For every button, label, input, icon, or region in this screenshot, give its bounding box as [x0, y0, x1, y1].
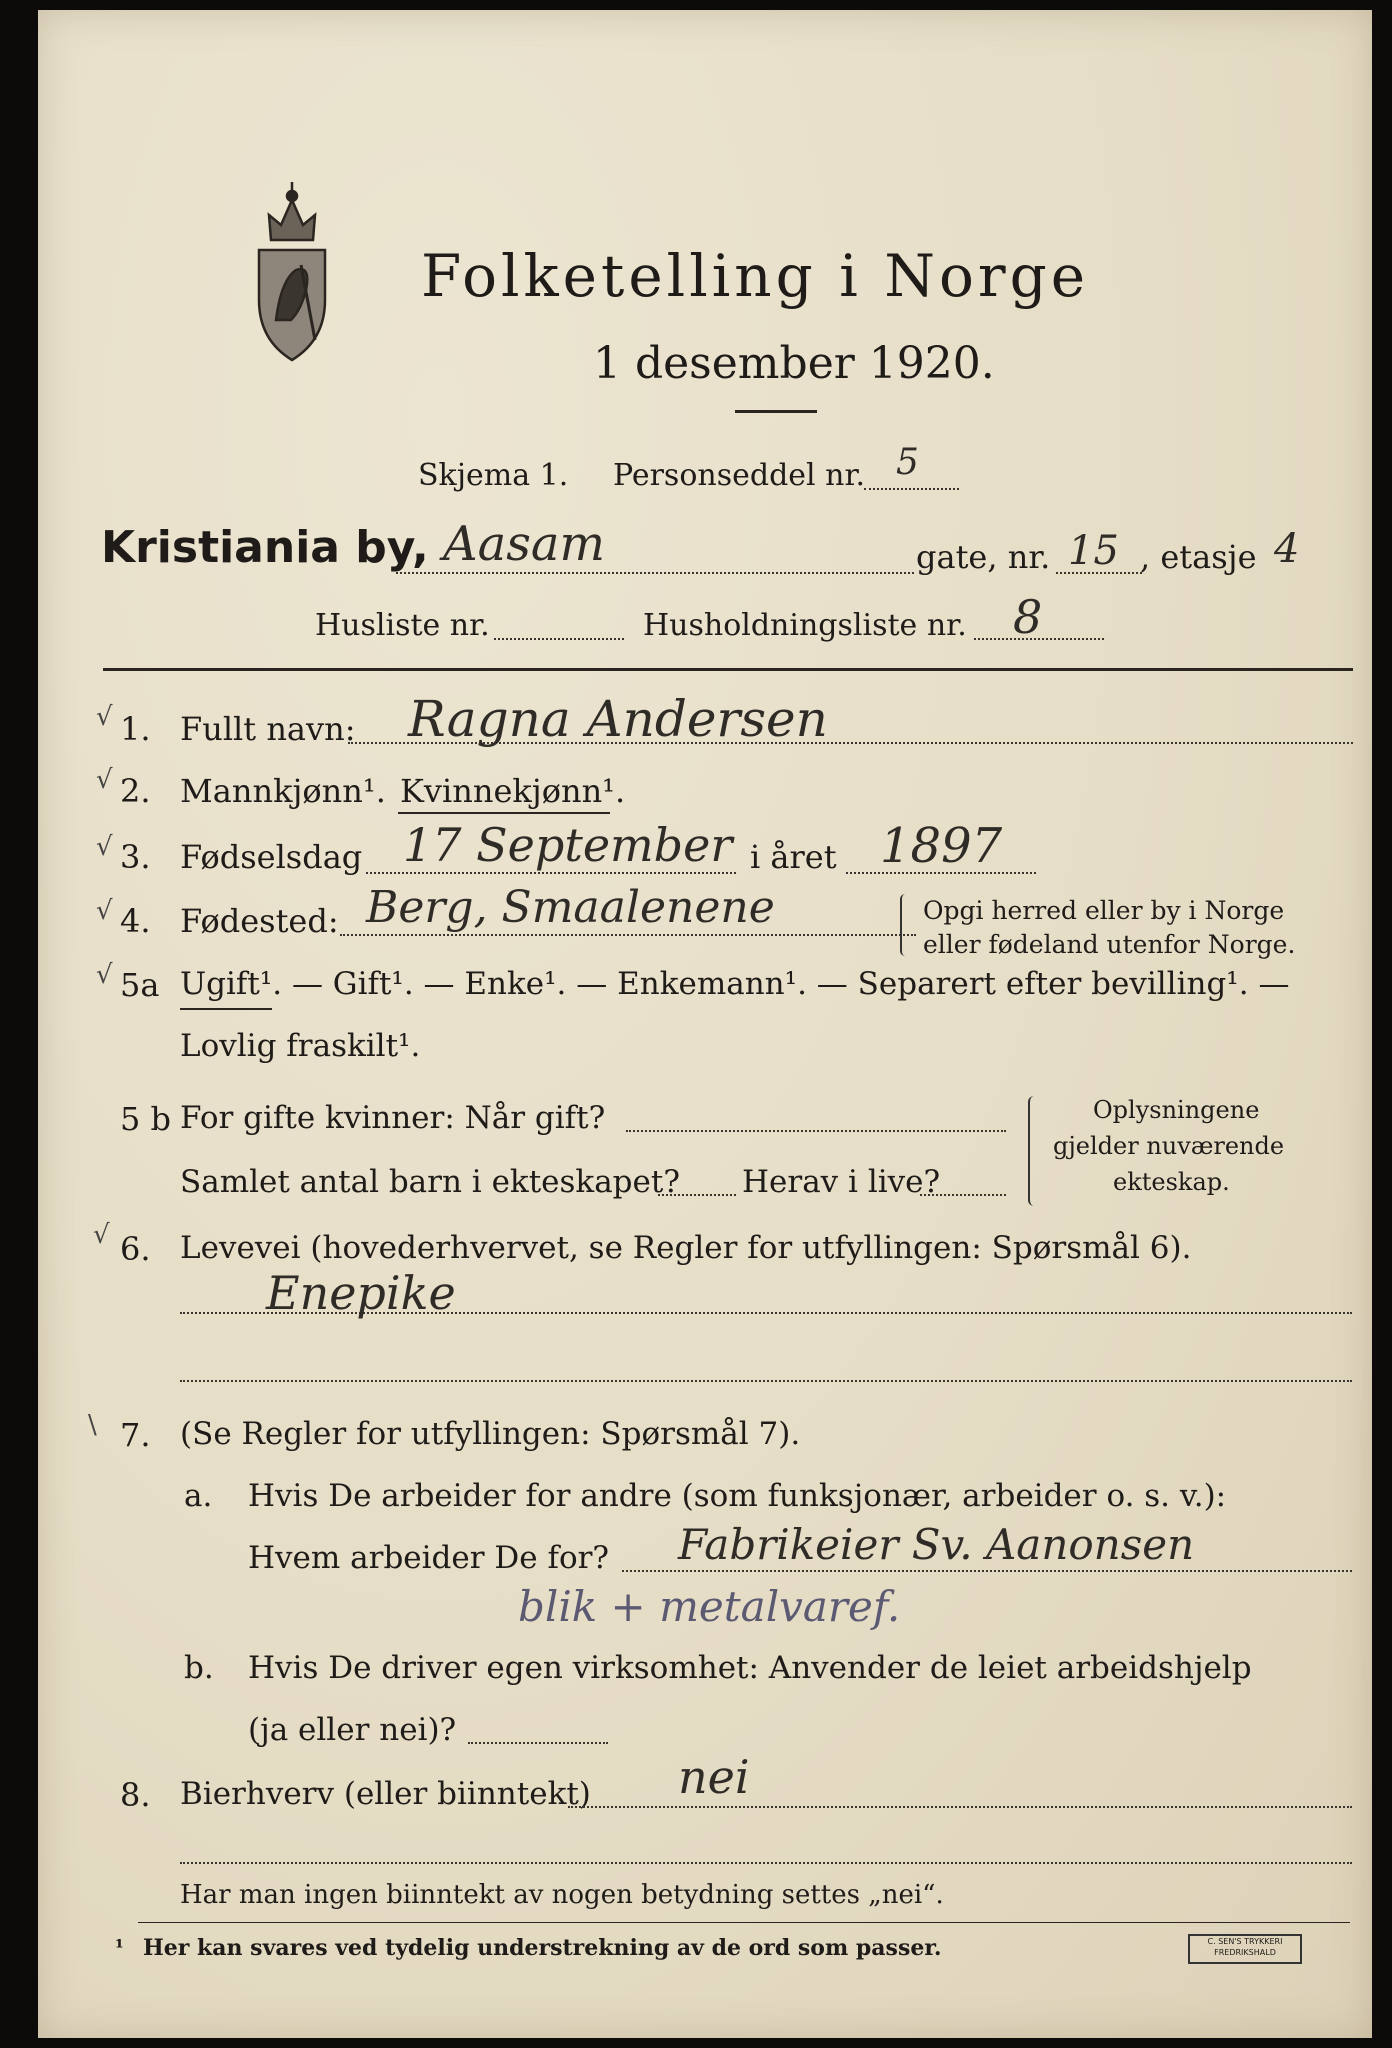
q3-line	[366, 872, 736, 874]
husliste-line	[494, 638, 624, 640]
q5b-note-line1: Oplysningene	[1093, 1096, 1260, 1124]
census-date: 1 desember 1920.	[593, 338, 995, 389]
q1-value: Ragna Andersen	[408, 690, 828, 748]
q7-label: (Se Regler for utfyllingen: Spørsmål 7).	[180, 1416, 801, 1452]
husholdning-value: 8	[1013, 590, 1043, 644]
footnote-divider	[138, 1922, 1350, 1923]
footnote-mark: ¹	[115, 1935, 124, 1959]
city-label: Kristiania by,	[101, 522, 429, 573]
check-mark-icon: √	[96, 832, 113, 862]
q7b-line1: Hvis De driver egen virksomhet: Anvender de leiet arbeidshjelp	[248, 1650, 1252, 1686]
check-mark-icon: √	[96, 960, 113, 990]
q5a-options-cont: Lovlig fraskilt¹.	[180, 1028, 421, 1064]
q6-line2	[180, 1380, 1352, 1382]
q7a-line1: Hvis De arbeider for andre (som funksjonær, arbeider o. s. v.):	[248, 1478, 1227, 1514]
q4-line	[340, 934, 916, 936]
q3-number: 3.	[120, 838, 151, 876]
q7-number: 7.	[120, 1416, 151, 1454]
husholdning-label: Husholdningsliste nr.	[643, 608, 967, 643]
biinntekt-note: Har man ingen biinntekt av nogen betydning settes „nei“.	[180, 1880, 944, 1910]
q5b-married-line	[626, 1130, 1006, 1132]
q8-label: Bierhverv (eller biinntekt)	[180, 1776, 591, 1812]
printer-city: FREDRIKSHALD	[1214, 1948, 1276, 1957]
personseddel-label: Personseddel nr.	[613, 458, 866, 493]
check-mark-icon: \	[88, 1410, 97, 1440]
q5a-options: Ugift¹. — Gift¹. — Enke¹. — Enkemann¹. — Separert efter bevilling¹. —	[180, 966, 1290, 1002]
schema-label: Skjema 1.	[418, 458, 569, 493]
q3-year-value: 1897	[880, 818, 1003, 874]
q6-value: Enepike	[266, 1266, 456, 1320]
street-line	[396, 572, 914, 574]
printer-stamp	[1188, 1934, 1302, 1964]
q4-value: Berg, Smaalenene	[366, 882, 775, 933]
q4-note-brace	[900, 894, 910, 956]
gate-label: gate, nr.	[916, 538, 1051, 576]
q7b-letter: b.	[184, 1650, 214, 1686]
form-title: Folketelling i Norge	[421, 242, 1090, 310]
q1-label: Fullt navn:	[180, 710, 356, 748]
q5b-line1: For gifte kvinner: Når gift?	[180, 1100, 606, 1136]
q5b-note-brace	[1028, 1096, 1040, 1206]
q8-line	[568, 1806, 1352, 1808]
house-number-value: 15	[1068, 528, 1119, 574]
q2-male-option: Mannkjønn¹.	[180, 772, 386, 810]
q7b-answer-line	[468, 1742, 608, 1744]
husliste-label: Husliste nr.	[315, 608, 490, 643]
q7b-line2: (ja eller nei)?	[248, 1712, 457, 1748]
printer-name: C. SEN'S TRYKKERI	[1207, 1937, 1283, 1946]
ugift-underline	[180, 1008, 272, 1010]
title-divider	[735, 410, 817, 413]
female-underline	[398, 812, 610, 814]
q2-female-option: Kvinnekjønn¹.	[400, 772, 626, 810]
check-mark-icon: √	[96, 765, 113, 795]
q6-label: Levevei (hovederhvervet, se Regler for utfyllingen: Spørsmål 6).	[180, 1230, 1192, 1266]
norwegian-coat-of-arms-icon	[251, 170, 333, 370]
q5b-note-line2: gjelder nuværende	[1053, 1132, 1285, 1160]
q4-note-line1: Opgi herred eller by i Norge	[923, 896, 1285, 925]
check-mark-icon: √	[93, 1220, 110, 1250]
q5b-number: 5 b	[120, 1100, 172, 1138]
header-divider	[103, 668, 1353, 671]
etasje-value: 4	[1274, 526, 1300, 572]
check-mark-icon: √	[96, 896, 113, 926]
q5b-children-line	[658, 1194, 736, 1196]
q8-number: 8.	[120, 1776, 151, 1814]
q8-line2	[180, 1862, 1352, 1864]
street-value: Aasam	[443, 516, 606, 572]
q5b-herav-label: Herav i live?	[742, 1164, 941, 1200]
check-mark-icon: √	[96, 702, 113, 732]
q8-value: nei	[678, 1750, 750, 1804]
census-form-sheet	[38, 10, 1372, 2038]
q5b-line2: Samlet antal barn i ekteskapet?	[180, 1164, 680, 1200]
q5a-number: 5a	[120, 966, 160, 1004]
q6-number: 6.	[120, 1230, 151, 1268]
q4-number: 4.	[120, 902, 151, 940]
q7a-letter: a.	[184, 1478, 213, 1514]
q4-label: Fødested:	[180, 902, 339, 940]
q5b-note-line3: ekteskap.	[1113, 1168, 1230, 1196]
q3-value: 17 September	[403, 818, 733, 872]
q7a-employer-value: Fabrikeier Sv. Aanonsen	[678, 1520, 1195, 1569]
footnote-text: Her kan svares ved tydelig understrekning av de ord som passer.	[143, 1935, 942, 1961]
q5b-living-line	[920, 1194, 1006, 1196]
personseddel-line	[864, 488, 959, 490]
etasje-label: , etasje	[1140, 538, 1257, 576]
q1-number: 1.	[120, 710, 151, 748]
q7a-employer-line	[622, 1570, 1352, 1572]
q3-label: Fødselsdag	[180, 838, 363, 876]
q3-year-label: i året	[750, 838, 837, 876]
q2-number: 2.	[120, 772, 151, 810]
q7a-line2: Hvem arbeider De for?	[248, 1540, 610, 1576]
personseddel-value: 5	[896, 442, 919, 483]
q7a-employer-value-cont: blik + metalvaref.	[518, 1582, 901, 1631]
q4-note-line2: eller fødeland utenfor Norge.	[923, 930, 1296, 959]
